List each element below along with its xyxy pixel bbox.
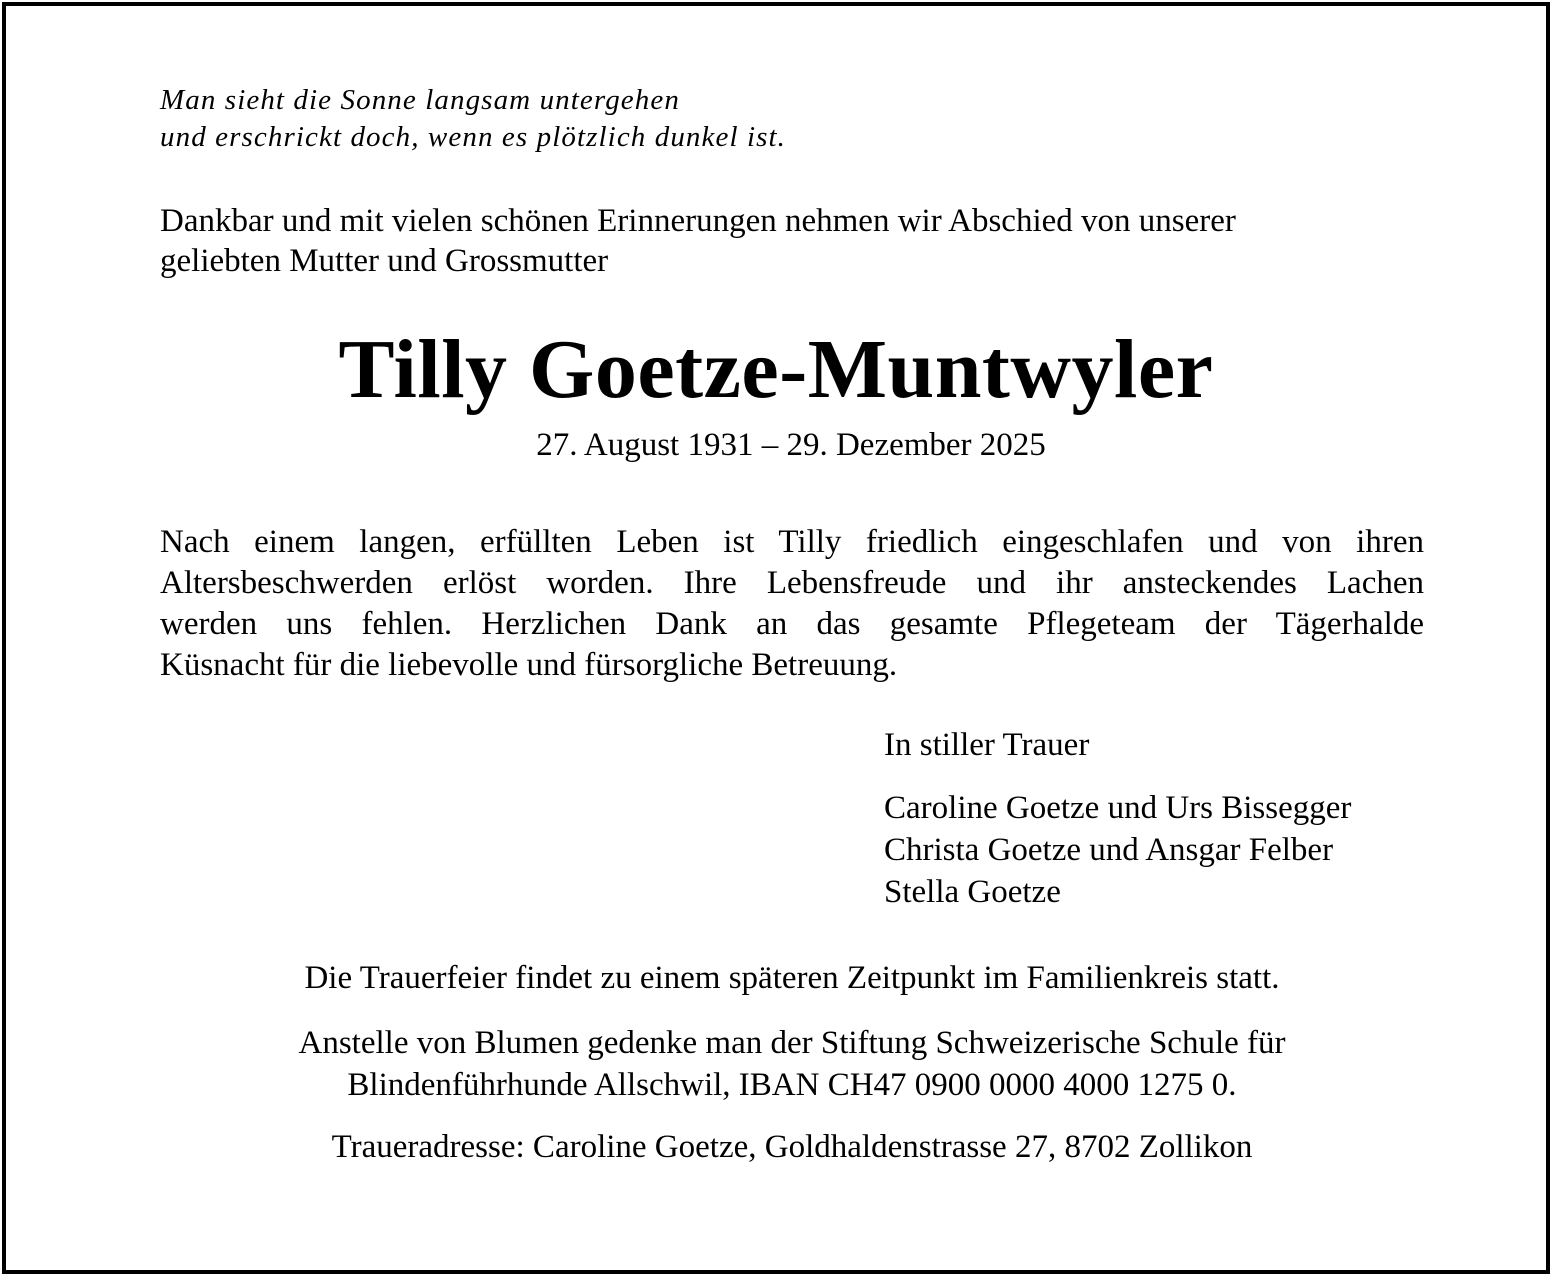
ceremony-line: Die Trauerfeier findet zu einem späteren Zeitpunkt im Familienkreis statt. — [304, 960, 1280, 996]
body-paragraph — [160, 522, 1424, 686]
intro-line: geliebten Mutter und Grossmutter — [160, 243, 609, 279]
life-dates: 27. August 1931 – 29. Dezember 2025 — [536, 427, 1046, 463]
body-line: Küsnacht für die liebevolle und fürsorgliche Betreuung. — [160, 647, 898, 683]
donation-notice — [0, 1022, 1552, 1106]
mourner-name: Caroline Goetze und Urs Bissegger — [884, 790, 1352, 826]
intro-line: Dankbar und mit vielen schönen Erinnerungen nehmen wir Abschied von unserer — [160, 203, 1236, 239]
mourner-name: Christa Goetze und Ansgar Felber — [884, 832, 1334, 868]
motto-line: und erschrickt doch, wenn es plötzlich dunkel ist. — [160, 121, 787, 153]
donation-line: Blindenführhunde Allschwil, IBAN CH47 0900 0000 4000 1275 0. — [347, 1067, 1237, 1103]
body-line: Altersbeschwerden erlöst worden. Ihre Lebensfreude und ihr ansteckendes Lachen — [160, 565, 1424, 601]
donation-line: Anstelle von Blumen gedenke man der Stiftung Schweizerische Schule für — [298, 1025, 1286, 1061]
mourners-heading: In stiller Trauer — [884, 727, 1090, 763]
motto-line: Man sieht die Sonne langsam untergehen — [160, 84, 680, 116]
body-line: Nach einem langen, erfüllten Leben ist Tilly friedlich eingeschlafen und von ihren — [160, 524, 1424, 560]
body-line: werden uns fehlen. Herzlichen Dank an das gesamte Pflegeteam der Tägerhalde — [160, 606, 1424, 642]
mourner-name: Stella Goetze — [884, 874, 1061, 910]
motto-quote — [160, 82, 1424, 156]
intro-text — [160, 201, 1424, 281]
deceased-name: Tilly Goetze-Muntwyler — [338, 323, 1214, 416]
ceremony-notice — [0, 957, 1552, 999]
mourners-list — [884, 787, 1484, 913]
mourning-address — [0, 1126, 1552, 1168]
address-line: Traueradresse: Caroline Goetze, Goldhaldenstrasse 27, 8702 Zollikon — [331, 1129, 1253, 1165]
